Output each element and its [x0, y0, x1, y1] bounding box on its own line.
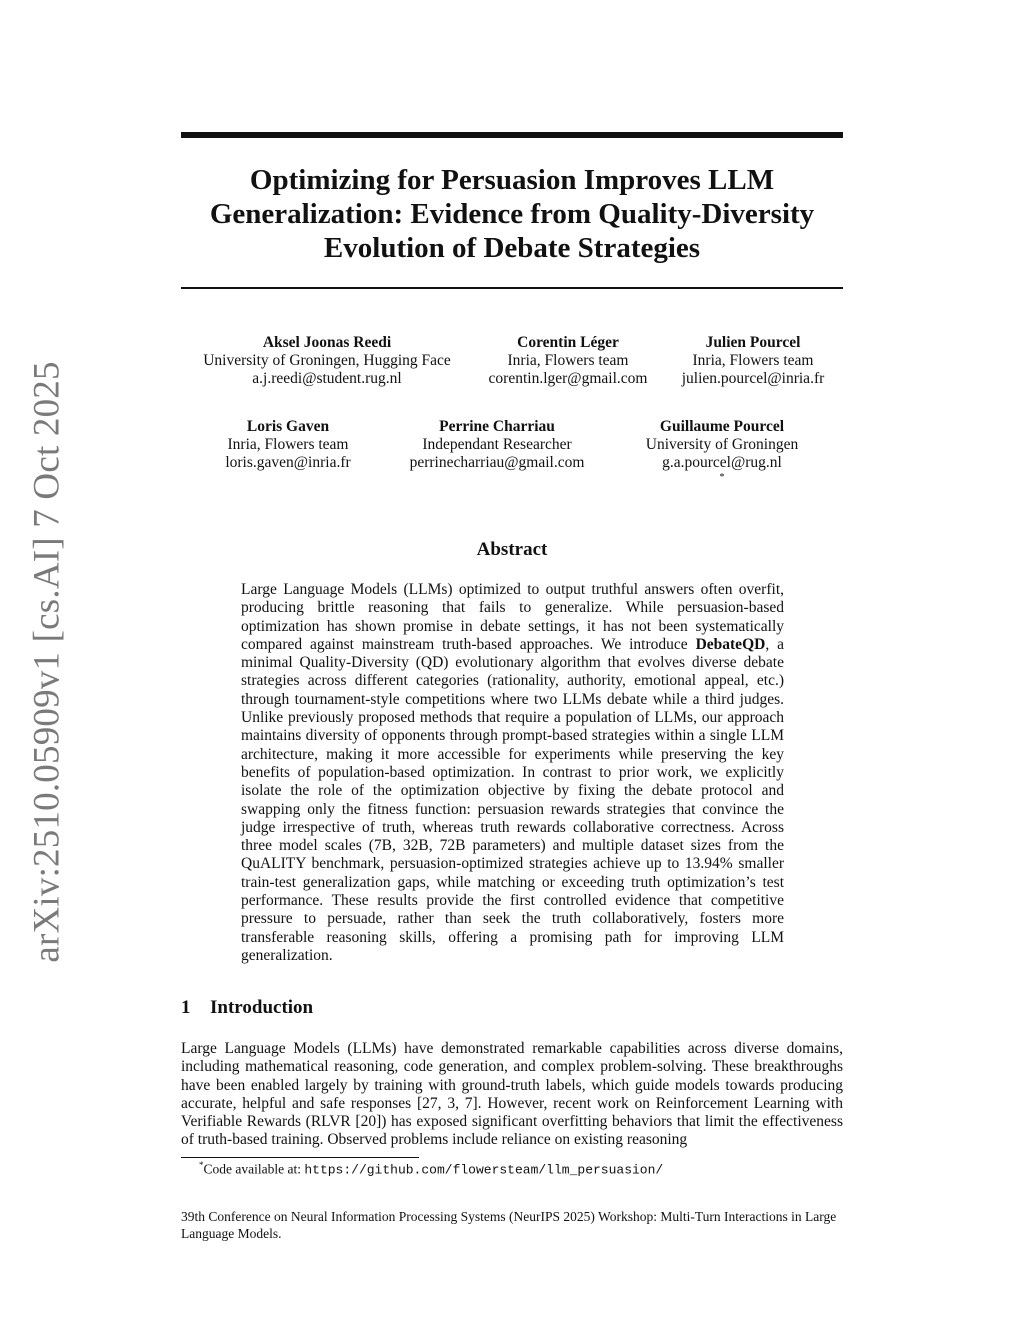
author-name: Loris Gaven	[246, 418, 330, 435]
author-block	[646, 418, 798, 484]
author-email: julien.pourcel@inria.fr	[681, 370, 825, 387]
author-block	[203, 334, 451, 388]
method-name: DebateQD	[695, 635, 766, 653]
footnote-text: Code available at:	[203, 1161, 305, 1177]
author-name: Julien Pourcel	[705, 334, 801, 351]
section-number: 1	[181, 997, 191, 1018]
abstract-text-before: Large Language Models (LLMs) optimized to output truthful answers often overfit, producing brittle reasoning that fails to generalize. While persuasion-based optimization has shown promise in debate settings, it has not been systematically compared against mainstream truth-based approaches. We introduce	[241, 581, 784, 653]
section-heading	[181, 997, 313, 1019]
author-email: loris.gaven@inria.fr	[225, 454, 351, 471]
author-email: corentin.lger@gmail.com	[488, 370, 648, 387]
author-affiliation: University of Groningen, Hugging Face	[203, 352, 451, 369]
footnote-rule	[181, 1157, 419, 1158]
abstract-text-after: , a minimal Quality-Diversity (QD) evolutionary algorithm that evolves diverse debate strategies across different categories (rationality, authority, emotional appeal, etc.) through tournament-style competitions where two LLMs debate while a third judges. Unlike previously proposed methods that require a population of LLMs, our approach maintains diversity of opponents through prompt-based strategies within a single LLM architecture, making it more accessible for experiments while preserving the key benefits of population-based optimization. In contrast to prior work, we explicitly isolate the role of the optimization objective by fixing the debate protocol and swapping only the fitness function: persuasion rewards strategies that convince the judge irrespective of truth, whereas truth rewards collaborative correctness. Across three model scales (7B, 32B, 72B parameters) and multiple dataset sizes from the QuALITY benchmark, persuasion-optimized strategies achieve up to 13.94% smaller train-test generalization gaps, while matching or exceeding truth optimization’s test performance. These results provide the first controlled evidence that competitive pressure to persuade, rather than seek the truth collaboratively, fosters more transferable reasoning skills, offering a promising path for improving LLM generalization.	[241, 635, 784, 964]
footnote-mark: *	[199, 1160, 204, 1170]
abstract-heading: Abstract	[476, 539, 548, 560]
author-footnote-mark: *	[719, 472, 725, 483]
author-email: perrinecharriau@gmail.com	[409, 454, 585, 471]
author-affiliation: Inria, Flowers team	[692, 352, 814, 369]
author-affiliation: University of Groningen	[645, 436, 799, 453]
venue-note: 39th Conference on Neural Information Processing Systems (NeurIPS 2025) Workshop: Multi-Turn Interactions in Large Language Models.	[181, 1209, 837, 1241]
author-name: Guillaume Pourcel	[659, 418, 785, 435]
author-affiliation: Independant Researcher	[422, 436, 572, 453]
author-name: Perrine Charriau	[439, 418, 555, 435]
author-block	[682, 334, 825, 388]
author-email: a.j.reedi@student.rug.nl	[252, 370, 402, 387]
author-name: Corentin Léger	[517, 334, 619, 351]
author-email: g.a.pourcel@rug.nl	[662, 454, 782, 471]
author-block	[410, 418, 585, 472]
author-block	[225, 418, 350, 472]
introduction-body: Large Language Models (LLMs) have demonstrated remarkable capabilities across diverse domains, including mathematical reasoning, code generation, and complex problem-solving. These breakthroughs have been enabled largely by training with ground-truth labels, which guide models towards producing accurate, helpful and safe responses [27, 3, 7]. However, recent work on Reinforcement Learning with Verifiable Rewards (RLVR [20]) has exposed significant overfitting behaviors that limit the effectiveness of truth-based training. Observed problems include reliance on existing reasoning	[181, 1040, 843, 1149]
footnote	[199, 1160, 663, 1178]
title-top-rule	[181, 132, 843, 138]
author-affiliation: Inria, Flowers team	[227, 436, 349, 453]
code-link[interactable]: https://github.com/flowersteam/llm_persuasion/	[304, 1162, 664, 1178]
arxiv-identifier: arXiv:2510.05909v1 [cs.AI] 7 Oct 2025	[26, 361, 68, 963]
author-block	[489, 334, 648, 388]
paper-title: Optimizing for Persuasion Improves LLM Generalization: Evidence from Quality-Diversity Evolution of Debate Strategies	[209, 164, 815, 264]
author-name: Aksel Joonas Reedi	[262, 334, 392, 351]
section-title: Introduction	[210, 997, 314, 1018]
abstract-body	[241, 581, 784, 965]
title-bottom-rule	[181, 287, 843, 289]
author-affiliation: Inria, Flowers team	[507, 352, 629, 369]
